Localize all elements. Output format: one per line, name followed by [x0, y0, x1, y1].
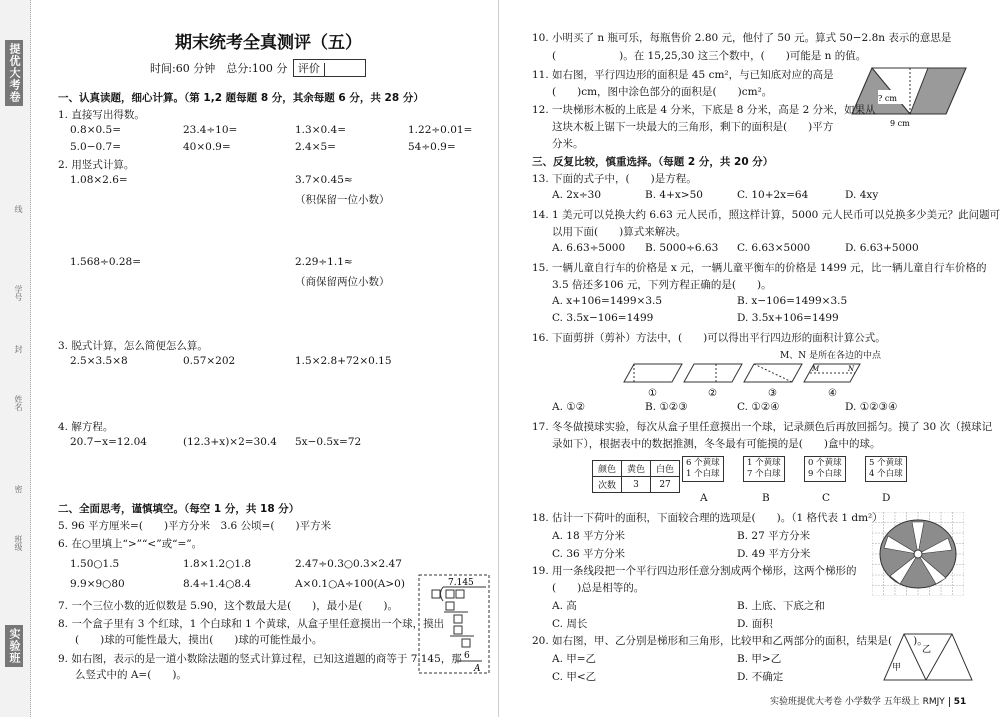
q6-item: 2.47÷0.3○0.3×2.47	[295, 558, 402, 570]
q19-option[interactable]: A. 高	[552, 600, 577, 612]
q19-line1: 19. 用一条线段把一个平行四边形任意分割成两个梯形，这两个梯形的	[532, 565, 857, 577]
brand-label-2: 实验班	[5, 625, 23, 667]
binding-gutter	[0, 0, 31, 717]
q9-division-figure	[418, 574, 490, 674]
q14-option[interactable]: B. 5000÷6.63	[645, 242, 719, 254]
q16-fig-1	[624, 364, 682, 399]
svg-text:M: M	[812, 365, 820, 373]
svg-text:①: ①	[648, 388, 657, 399]
eval-label: 评价	[297, 62, 320, 75]
svg-text:6: 6	[464, 651, 470, 661]
gutter-label: 封	[14, 345, 23, 353]
page-fold	[498, 0, 499, 717]
q17-box-a: 6 个黄球 1 个白球	[682, 456, 724, 482]
q14-line2: 以用下面( )算式来解决。	[552, 226, 687, 238]
time-info	[150, 59, 366, 77]
q6-item: 1.5̇0○1.5̇	[70, 558, 120, 570]
q16-fig-2	[684, 364, 742, 399]
q3-item: 0.57×202	[183, 355, 236, 367]
q15-option[interactable]: C. 3.5x−106=1499	[552, 312, 654, 324]
q1-item: 1.22÷0.01=	[408, 124, 473, 136]
gutter-label: 学号	[14, 285, 23, 301]
q18-option[interactable]: D. 49 平方分米	[737, 548, 811, 560]
time-score: 时间:60 分钟 总分:100 分	[150, 62, 288, 75]
q10-line2: ( )。在 15,25,30 这三个数中，( )可能是 n 的值。	[552, 50, 867, 62]
q2-text: 2. 用竖式计算。	[58, 159, 135, 171]
eval-blank[interactable]	[324, 63, 365, 76]
svg-text:③: ③	[768, 388, 777, 399]
q2-note-b: （积保留一位小数）	[295, 194, 390, 206]
q17-box-b: 1 个黄球 7 个白球	[743, 456, 785, 482]
q1-item: 54÷0.9=	[408, 141, 456, 153]
q16-option[interactable]: A. ①②	[552, 401, 586, 413]
q18-lotus-leaf-grid	[872, 512, 964, 596]
q20-label-yi: 乙	[922, 645, 932, 655]
table-cell: 3	[622, 477, 651, 493]
page-number: 51	[949, 697, 967, 707]
q1-item: 0.8×0.5=	[70, 124, 121, 136]
q13-option[interactable]: B. 4+x>50	[645, 189, 703, 201]
q20-option[interactable]: B. 甲>乙	[737, 653, 782, 665]
q2-item-d: 2.29÷1.1≈	[295, 256, 353, 268]
q6-item: 8.4÷1.4○8.4	[183, 578, 252, 590]
q19-option[interactable]: D. 面积	[737, 618, 773, 630]
section-3-heading: 三、反复比较，慎重选择。（每题 2 分，共 20 分）	[532, 156, 774, 168]
q2-item-a: 1.08×2.6=	[70, 174, 128, 186]
q9-line2: 么竖式中的 A=( )。	[75, 669, 187, 681]
q20-text: 20. 如右图，甲、乙分别是梯形和三角形，比较甲和乙两部分的面积，结果是( )。	[532, 635, 928, 647]
q18-option[interactable]: B. 27 平方分米	[737, 530, 811, 542]
gutter-label: 姓名	[14, 395, 23, 411]
q8-line2: ( )球的可能性最大，摸出( )球的可能性最小。	[75, 634, 323, 646]
table-cell: 颜色	[593, 461, 622, 477]
q19-line2: ( )总是相等的。	[552, 582, 645, 594]
q12-line1: 12. 一块梯形木板的上底是 4 分米，下底是 8 分米，高是 2 分米，如果从	[532, 104, 876, 116]
q18-text: 18. 估计一下荷叶的面积，下面较合理的选项是( )。（1 格代表 1 dm²）	[532, 512, 883, 524]
q14-option[interactable]: D. 6.63+5000	[845, 242, 919, 254]
q14-option[interactable]: C. 6.63×5000	[737, 242, 811, 254]
q9-line1: 9. 如右图，表示的是一道小数除法题的竖式计算过程，已知这道题的商等于 7.145，那	[58, 653, 462, 665]
q11-line1: 11. 如右图，平行四边形的面积是 45 cm²，与已知底对应的高是	[532, 69, 834, 81]
q4-item: (12.3+x)×2=30.4	[183, 436, 277, 448]
table-cell: 黄色	[622, 461, 651, 477]
q1-item: 40×0.9=	[183, 141, 231, 153]
q4-item: 5x−0.5x=72	[295, 436, 362, 448]
q20-label-jia: 甲	[892, 663, 902, 673]
footer-text: 实验班提优大考卷 小学数学 五年级上 RMJY	[770, 697, 945, 707]
q16-text: 16. 下面剪拼（剪补）方法中，( )可以得出平行四边形的面积计算公式。	[532, 332, 886, 344]
q17-box-tag: D	[882, 492, 891, 504]
table-cell: 27	[651, 477, 680, 493]
q20-option[interactable]: A. 甲=乙	[552, 653, 597, 665]
q1-item: 5.0−0.7=	[70, 141, 121, 153]
section-2-heading: 二、全面思考，谨慎填空。（每空 1 分，共 18 分）	[58, 503, 300, 515]
table-cell: 次数	[593, 477, 622, 493]
q15-option[interactable]: A. x+106=1499×3.5	[552, 295, 663, 307]
q16-option[interactable]: B. ①②③	[645, 401, 688, 413]
page-title: 期末统考全真测评（五）	[175, 33, 362, 53]
q14-option[interactable]: A. 6.63÷5000	[552, 242, 626, 254]
q15-line1: 15. 一辆儿童自行车的价格是 x 元，一辆儿童平衡车的价格是 1499 元，比一辆儿童自行车价格的	[532, 262, 987, 274]
q17-record-table	[592, 460, 680, 493]
q18-option[interactable]: A. 18 平方分米	[552, 530, 625, 542]
q9-quotient: 7.145	[448, 578, 474, 588]
q19-option[interactable]: C. 周长	[552, 618, 588, 630]
q16-fig-4	[804, 364, 860, 399]
eval-box	[293, 59, 366, 77]
q5-text: 5. 96 平方厘米=( )平方分米 3.6 公顷=( )平方米	[58, 520, 332, 532]
q12-line2: 这块木板上锯下一块最大的三角形，剩下的面积是( )平方	[552, 121, 834, 133]
q8-line1: 8. 一个盒子里有 3 个红球，1 个白球和 1 个黄球，从盒子里任意摸出一个球，摸出	[58, 618, 445, 630]
svg-text:N: N	[848, 365, 855, 373]
q6-item: 1.8×1.2○1.8	[183, 558, 252, 570]
q1-text: 1. 直接写出得数。	[58, 109, 145, 121]
q6-text: 6. 在○里填上“>”“<”或“=”。	[58, 538, 203, 550]
q15-option[interactable]: B. x−106=1499×3.5	[737, 295, 848, 307]
brand-label: 提优大考卷	[5, 40, 23, 106]
gutter-label: 密	[14, 485, 23, 493]
q13-option[interactable]: A. 2x÷30	[552, 189, 602, 201]
q3-item: 1.5×2.8+72×0.15	[295, 355, 392, 367]
q15-line2: 3.5 倍还多106 元，下列方程正确的是( )。	[552, 279, 772, 291]
q16-option[interactable]: C. ①②④	[737, 401, 780, 413]
q11-base-label: 9 cm	[890, 119, 910, 128]
q1-item: 23.4÷10=	[183, 124, 238, 136]
q13-option[interactable]: D. 4xy	[845, 189, 879, 201]
q17-box-d: 5 个黄球 4 个白球	[865, 456, 907, 482]
q15-option[interactable]: D. 3.5x+106=1499	[737, 312, 839, 324]
q11-height-label: ? cm	[878, 94, 897, 103]
q20-option[interactable]: C. 甲<乙	[552, 671, 597, 683]
section-1-heading: 一、认真读题，细心计算。（第 1,2 题每题 8 分，其余每题 6 分，共 28 分）	[58, 92, 424, 104]
q16-fig-3	[744, 364, 802, 399]
svg-text:②: ②	[708, 388, 717, 399]
q20-option[interactable]: D. 不确定	[737, 671, 784, 683]
q3-item: 2.5×3.5×8	[70, 355, 128, 367]
q18-option[interactable]: C. 36 平方分米	[552, 548, 626, 560]
gutter-label: 线	[14, 205, 23, 213]
q7-text: 7. 一个三位小数的近似数是 5.90，这个数最大是( )，最小是( )。	[58, 600, 398, 612]
q2-item-c: 1.568÷0.28=	[70, 256, 142, 268]
q17-line2: 录如下），根据表中的数据推测，冬冬最有可能摸的是( )盒中的球。	[552, 438, 881, 450]
q13-text: 13. 下面的式子中，( )是方程。	[532, 173, 697, 185]
q17-box-tag: A	[700, 492, 708, 504]
q1-item: 1.3×0.4=	[295, 124, 346, 136]
q13-option[interactable]: C. 10+2x=64	[737, 189, 809, 201]
gutter-label: 班级	[14, 535, 23, 551]
q16-figures	[622, 360, 862, 400]
q11-line2: ( )cm，图中涂色部分的面积是( )cm²。	[552, 86, 773, 98]
q6-item: A×0.1○A÷100(A>0)	[295, 578, 405, 590]
q16-option[interactable]: D. ①②③④	[845, 401, 898, 413]
q14-line1: 14. 1 美元可以兑换大约 6.63 元人民币，照这样计算，5000 元人民币可以兑换多少美元？此问题可	[532, 209, 1000, 221]
q16-note: M、N 是所在各边的中点	[780, 351, 881, 361]
q9-label-a: A	[474, 664, 481, 674]
q4-text: 4. 解方程。	[58, 421, 114, 433]
q17-box-tag: B	[762, 492, 770, 504]
q19-option[interactable]: B. 上底、下底之和	[737, 600, 825, 612]
q1-item: 2.4×5=	[295, 141, 336, 153]
table-cell: 白色	[651, 461, 680, 477]
q17-line1: 17. 冬冬做摸球实验，每次从盒子里任意摸出一个球，记录颜色后再放回摇匀。摸了 30 次（摸球记	[532, 421, 993, 433]
q17-box-tag: C	[822, 492, 831, 504]
q4-item: 20.7−x=12.04	[70, 436, 147, 448]
svg-text:④: ④	[828, 388, 837, 399]
q10-line1: 10. 小明买了 n 瓶可乐，每瓶售价 2.80 元，他付了 50 元。算式 50−2.8n 表示的意思是	[532, 32, 952, 44]
q12-line3: 分米。	[552, 138, 584, 150]
q11-parallelogram-figure	[850, 64, 968, 128]
page-footer	[770, 694, 966, 707]
q17-box-c: 0 个黄球 9 个白球	[804, 456, 846, 482]
q20-figure	[882, 626, 974, 684]
q6-item: 9.9×9○80	[70, 578, 125, 590]
q2-note-d: （商保留两位小数）	[295, 276, 390, 288]
q2-item-b: 3.7×0.45≈	[295, 174, 353, 186]
q3-text: 3. 脱式计算，怎么简便怎么算。	[58, 340, 208, 352]
